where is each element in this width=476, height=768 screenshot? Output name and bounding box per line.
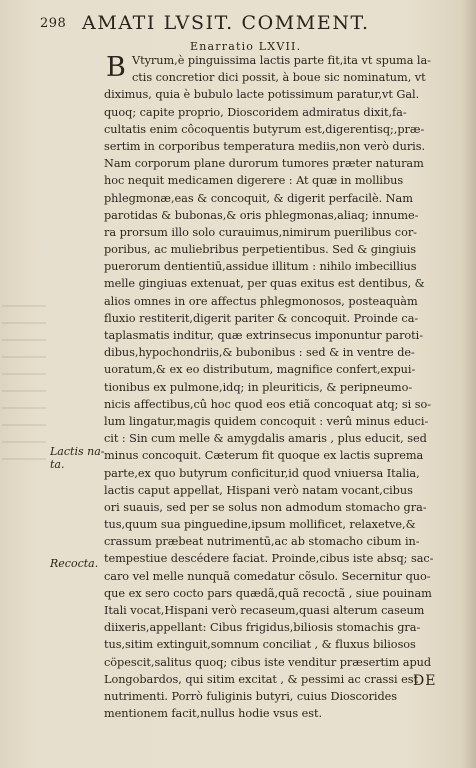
text-line: cit : Sin cum melle & amygdalis amaris , plus educit, sed bbox=[104, 432, 427, 446]
text-line: hoc nequit medicamen digerere : At quæ in mollibus bbox=[104, 174, 404, 188]
text-line: fluxio restiterit,digerit pariter & concoquit. Proinde ca- bbox=[104, 311, 419, 325]
page-header bbox=[40, 12, 440, 34]
catchword: DE bbox=[413, 673, 437, 689]
text-line: phlegmonæ,eas & concoquit, & digerit perfacilè. Nam bbox=[104, 191, 413, 205]
text-line: Nam corporum plane durorum tumores præter naturam bbox=[104, 157, 424, 171]
text-line: caro vel melle nunquã comedatur cõsulo. Secernitur quo- bbox=[104, 569, 431, 583]
margin-note-lactis-nata: Lactis na- ta. bbox=[50, 445, 105, 471]
text-line: poribus, ac muliebribus perpetientibus. Sed & gingiuis bbox=[104, 243, 417, 257]
text-line: ctis concretior dici possit, à boue sic nominatum, vt bbox=[132, 71, 426, 85]
section-title: Enarratio LXVII. bbox=[190, 40, 302, 53]
text-line: lactis caput appellat, Hispani verò natam vocant,cibus bbox=[104, 483, 413, 497]
text-line: tionibus ex pulmone,idq; in pleuriticis, & peripneumo- bbox=[104, 380, 413, 394]
text-line: tus,sitim extinguit,somnum conciliat , & fluxus biliosos bbox=[104, 638, 416, 652]
text-line: diixeris,appellant: Cibus frigidus,biliosis stomachis gra- bbox=[104, 621, 421, 635]
text-line: nutrimenti. Porrò fuliginis butyri, cuius Dioscorides bbox=[104, 689, 398, 703]
text-line: Itali vocat,Hispani verò recaseum,quasi alterum caseum bbox=[104, 604, 425, 617]
running-title: AMATI LVSIT. COMMENT. bbox=[82, 12, 370, 34]
text-line: ra prorsum illo solo curauimus,nimirum puerilibus cor- bbox=[104, 225, 417, 239]
page-number: 298 bbox=[40, 16, 67, 31]
bleed-through-shadow bbox=[2, 305, 46, 465]
text-line: tus,quum sua pinguedine,ipsum mollificet, relaxetve,& bbox=[104, 518, 416, 532]
text-line: ori suauis, sed per se solus non admodum stomacho gra- bbox=[104, 500, 427, 514]
text-line: Vtyrum,è pinguissima lactis parte fit,ita vt spuma la- bbox=[132, 54, 431, 67]
text-line: melle gingiuas extenuat, per quas exitus est dentibus, & bbox=[104, 277, 425, 291]
body-text bbox=[104, 52, 442, 722]
text-line: minus concoquit. Cæterum fit quoque ex lactis suprema bbox=[104, 449, 424, 463]
text-line: sertim in corporibus temperatura mediis,non verò duris. bbox=[104, 139, 426, 153]
text-line: puerorum dentientiū,assidue illitum : nihilo imbecillius bbox=[104, 260, 417, 274]
text-line: tempestiue descédere faciat. Proinde,cibus iste absq; sac- bbox=[104, 552, 434, 566]
text-line: alios omnes in ore affectus phlegmonosos, posteaquàm bbox=[104, 294, 418, 308]
text-line: parte,ex quo butyrum conficitur,id quod vniuersa Italia, bbox=[104, 466, 420, 480]
text-line: Longobardos, qui sitim excitat , & pessimi ac crassi est bbox=[104, 672, 418, 686]
text-line: diximus, quia è bubulo lacte potissimum paratur,vt Gal. bbox=[104, 88, 420, 102]
margin-note-recocta: Recocta. bbox=[50, 557, 99, 570]
text-line: cöpescit,salitus quoq; cibus iste venditur præsertim apud bbox=[104, 655, 432, 669]
text-line: uoratum,& ex eo distributum, magnifice confert,expui- bbox=[104, 363, 416, 377]
text-line: parotidas & bubonas,& oris phlegmonas,aliaq; innume- bbox=[104, 208, 419, 222]
text-line: lum lingatur,magis quidem concoquit : verû minus educi- bbox=[104, 414, 429, 428]
drop-capital: B bbox=[106, 52, 126, 83]
text-line: dibus,hypochondriis,& bubonibus : sed & in ventre de- bbox=[104, 346, 415, 360]
text-line: quoq; capite proprio, Dioscoridem admiratus dixit,fa- bbox=[104, 105, 407, 119]
text-line: que ex sero cocto pars quædã,quã recoctã , siue pouinam bbox=[104, 586, 432, 600]
text-line: mentionem facit,nullus hodie vsus est. bbox=[104, 707, 323, 721]
text-line: nicis affectibus,cû hoc quod eos etiã concoquat atq; si so- bbox=[104, 397, 432, 411]
text-line: crassum præbeat nutrimentū,ac ab stomacho cibum in- bbox=[104, 535, 420, 549]
text-line: taplasmatis inditur, quæ extrinsecus imponuntur paroti- bbox=[104, 329, 423, 342]
text-line: cultatis enim côcoquentis butyrum est,digerentisq;,præ- bbox=[104, 122, 425, 136]
